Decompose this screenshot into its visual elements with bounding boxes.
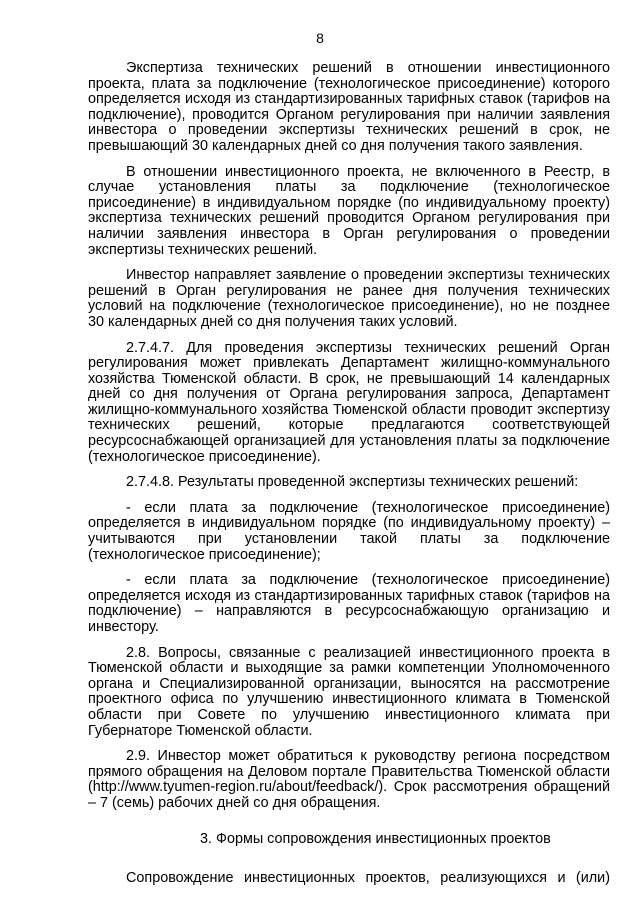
- paragraph-2-7-4-7: 2.7.4.7. Для проведения экспертизы технических решений Орган регулирования может привлекать Департамент жилищно-коммунального хозяйства Тюменской области. В срок, не превышающий 14 календарных дней со дня получения от Органа регулирования запроса, Департамент жилищно-коммунального хозяйства Тюменской области проводит экспертизу технических решений, которые предлагаются соответствующей ресурсоснабжающей организацией для установления платы за подключение (технологическое присоединение).: [88, 339, 610, 465]
- list-item-individual-order: - если плата за подключение (технологическое присоединение) определяется в индивидуальном порядке (по индивидуальному проекту) – учитываются при установлении такой платы за подключение (технологическое присоединение);: [88, 499, 610, 563]
- list-item-standard-rates: - если плата за подключение (технологическое присоединение) определяется исходя из стандартизированных тарифных ставок (тарифов на подключение) – направляются в ресурсоснабжающую организацию и инвестору.: [88, 572, 610, 635]
- section-heading: 3. Формы сопровождения инвестиционных проектов: [200, 830, 551, 847]
- document-body: [88, 61, 610, 887]
- paragraph-support-start: Сопровождение инвестиционных проектов, реализующихся и (или): [126, 870, 610, 887]
- paragraph-investor-application: Инвестор направляет заявление о проведении экспертизы технических решений в Орган регулирования не ранее дня получения технических условий на подключение (технологическое присоединение), но не позднее 30 календарных дней со дня получения таких условий.: [88, 267, 610, 330]
- paragraph-not-in-registry: В отношении инвестиционного проекта, не включенного в Реестр, в случае установления платы за подключение (технологическое присоединение) в индивидуальном порядке (по индивидуальному проекту) экспертиза технических решений проводится Органом регулирования при наличии заявления инвестора в Орган регулирования о проведении экспертизы технических решений.: [88, 163, 610, 258]
- paragraph-2-9: 2.9. Инвестор может обратиться к руководству региона посредством прямого обращения на Деловом портале Правительства Тюменской области (http://www.tyumen-region.ru/about/feedback/). Срок рассмотрения обращений – 7 (семь) рабочих дней со дня обращения.: [88, 748, 610, 811]
- paragraph-2-8: 2.8. Вопросы, связанные с реализацией инвестиционного проекта в Тюменской области и выходящие за рамки компетенции Уполномоченного органа и Специализированной организации, выносятся на рассмотрение проектного офиса по улучшению инвестиционного климата в Тюменской области при Совете по улучшению инвестиционного климата при Губернаторе Тюменской области.: [88, 644, 610, 739]
- paragraph-expertise-standard-rates: Экспертиза технических решений в отношении инвестиционного проекта, плата за подключение (технологическое присоединение) которого определяется исходя из стандартизированных тарифных ставок (тарифов на подключение), проводится Органом регулирования при наличии заявления инвестора о проведении экспертизы технических решений в срок, не превышающий 30 календарных дней со дня получения такого заявления.: [88, 60, 610, 154]
- paragraph-2-7-4-8: 2.7.4.8. Результаты проведенной экспертизы технических решений:: [126, 474, 579, 491]
- page-number: 8: [316, 30, 324, 46]
